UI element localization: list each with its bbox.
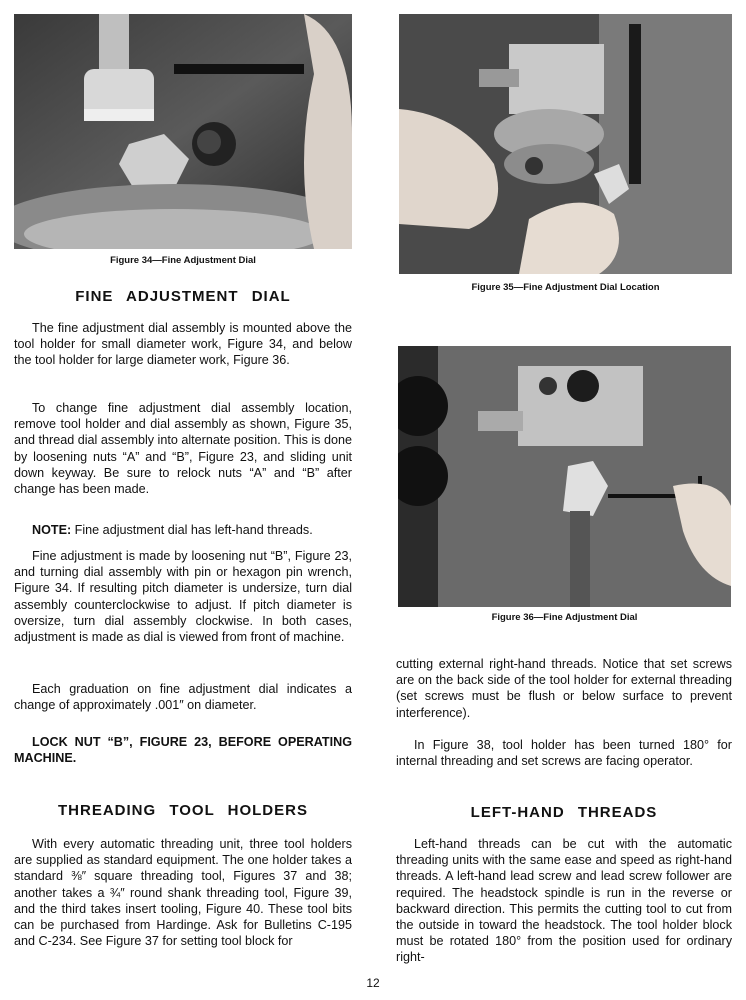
figure-35-caption: Figure 35—Fine Adjustment Dial Location [471,282,660,293]
heading-threading-tool-holders: THREADING TOOL HOLDERS [58,802,308,819]
figure-36-photo [398,346,731,607]
note-text: Fine adjustment dial has left-hand threads. [71,523,313,537]
warning-paragraph: LOCK NUT “B”, FIGURE 23, BEFORE OPERATING MACHINE. [14,735,352,766]
note-label: NOTE: [32,523,72,537]
paragraph: With every automatic threading unit, three tool holders are supplied as standard equipment. The one holder takes a standard ⅜″ square threading tool, Figures 37 and 38; another takes a ¾″ round shank threading tool, Figure 39, and the third takes insert tooling, Figure 40. These tool bits can be purchased from Hardinge. Ask for Bulletins C-195 and C-234. See Figure 37 for setting tool block for [14,837,352,949]
paragraph: cutting external right-hand threads. Notice that set screws are on the back side of the tool holder for external threading (set screws must be flush or below surface to prevent interference). [396,657,732,720]
figure-36-caption: Figure 36—Fine Adjustment Dial [491,612,638,623]
figure-34-photo [14,14,352,249]
paragraph: Fine adjustment is made by loosening nut “B”, Figure 23, and turning dial assembly with pin or hexagon pin wrench, Figure 34. If resulting pitch diameter is undersize, turn dial assembly counterclockwise to adjust. If pitch diameter is oversize, turn dial assembly clockwise. In both cases, adjustment is made as dial is viewed from front of machine. [14,549,352,645]
paragraph: The fine adjustment dial assembly is mounted above the tool holder for small diameter work, Figure 34, and below the tool holder for large diameter work, Figure 36. [14,321,352,368]
page-number: 12 [366,976,380,990]
heading-fine-adjustment-dial: FINE ADJUSTMENT DIAL [75,288,291,305]
heading-left-hand-threads: LEFT-HAND THREADS [470,804,658,821]
paragraph: To change fine adjustment dial assembly location, remove tool holder and dial assembly as shown, Figure 35, and thread dial assembly into alternate position. This is done by loosening nuts “A” and “B”, Figure 23, and sliding unit down keyway. Be sure to relock nuts “A” and “B” after change has been made. [14,401,352,497]
paragraph: Left-hand threads can be cut with the automatic threading units with the same ease and speed as right-hand threads. A left-hand lead screw and lead screw follower are required. The headstock spindle is run in the reverse or backward direction. This permits the cutting tool to cut from the outside in toward the headstock. The tool holder block must be rotated 180° from the position used for ordinary right- [396,837,732,965]
figure-34-caption: Figure 34—Fine Adjustment Dial [110,255,256,266]
paragraph: Each graduation on fine adjustment dial indicates a change of approximately .001″ on diameter. [14,682,352,713]
note-paragraph [32,522,352,538]
paragraph: In Figure 38, tool holder has been turned 180° for internal threading and set screws are facing operator. [396,738,732,769]
figure-35-photo [399,14,732,274]
